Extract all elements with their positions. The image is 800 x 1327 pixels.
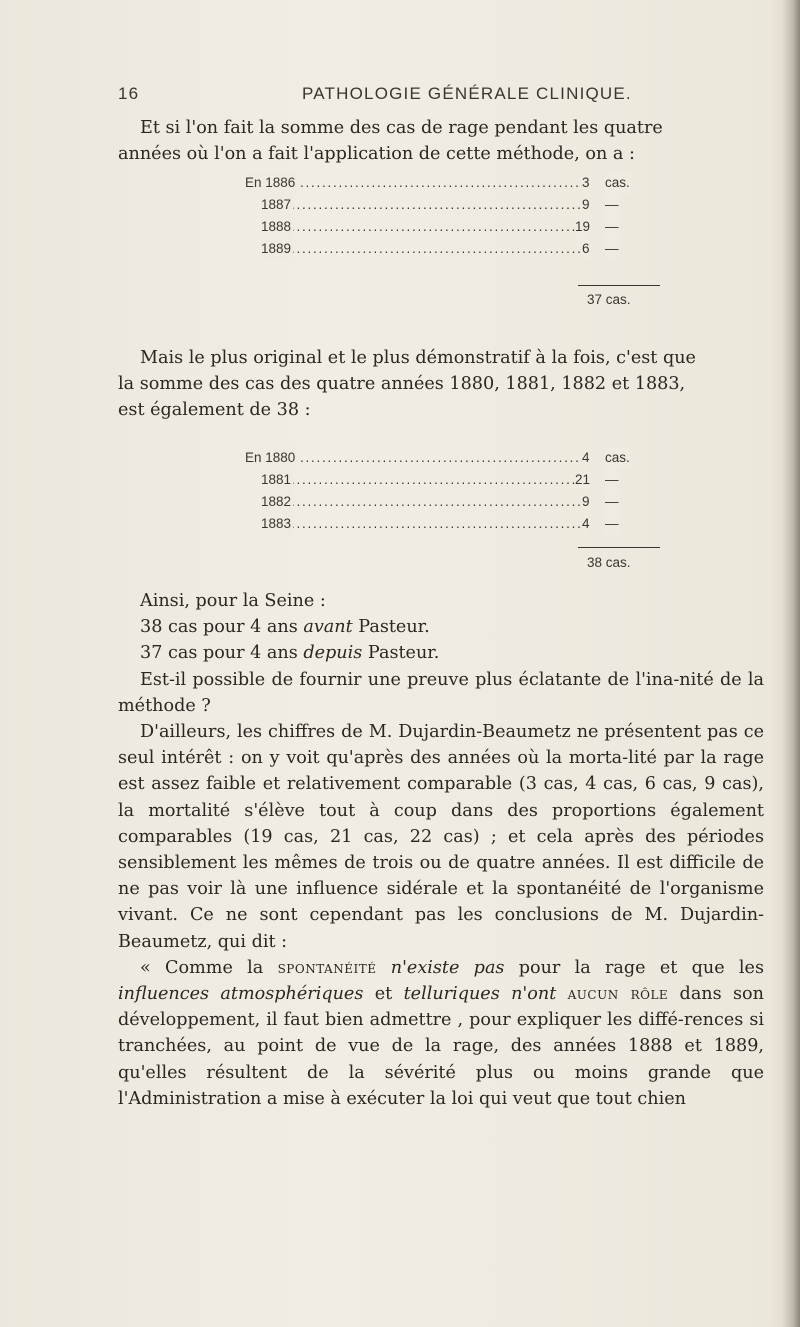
year-label: En 1880	[245, 447, 297, 469]
cases-table-1886-1889	[245, 172, 657, 307]
case-count: 19	[575, 216, 590, 238]
table-row	[245, 469, 657, 491]
case-unit: cas.	[605, 447, 630, 469]
table-row	[245, 491, 657, 513]
case-count: 3	[582, 172, 590, 194]
year-label: 1887	[261, 194, 293, 216]
table-row	[245, 172, 657, 194]
intro-line-1: Et si l'on fait la somme des cas de rage pendant les quatre	[140, 118, 663, 138]
seine-line-3: 37 cas pour 4 ans depuis Pasteur.	[140, 643, 440, 664]
table-row	[245, 194, 657, 216]
case-count: 4	[582, 447, 590, 469]
question-paragraph: Est-il possible de fournir une preuve plus éclatante de l'ina-nité de la méthode ?	[118, 669, 764, 716]
case-unit: cas.	[605, 172, 630, 194]
year-label: 1883	[261, 513, 293, 535]
case-unit: —	[605, 469, 619, 491]
table-total: 37 cas.	[587, 292, 631, 307]
original-line-1: Mais le plus original et le plus démonstratif à la fois, c'est que	[140, 348, 696, 368]
quote-paragraph: « Comme la spontanéité n'existe pas pour la rage et que les influences atmosphériques et telluriques n'ont aucun rôle dans son développement, il faut bien admettre , pour expliquer les diffé-rences si tranchées, au point de vue de la rage, des années 1888 et 1889, qu'elles résultent de la sévérité plus ou moins grande que l'Administration a mise à exécuter la loi qui veut que tout chien	[118, 957, 764, 1109]
case-unit: —	[605, 194, 619, 216]
sum-rule	[578, 547, 660, 548]
original-line-3: est également de 38 :	[118, 400, 311, 421]
case-count: 4	[582, 513, 590, 535]
table-row	[245, 447, 657, 469]
year-label: 1888	[261, 216, 293, 238]
seine-line-2: 38 cas pour 4 ans avant Pasteur.	[140, 617, 430, 638]
case-count: 6	[582, 238, 590, 260]
case-count: 21	[575, 469, 590, 491]
page-number: 16	[118, 84, 140, 103]
page-edge-shadow	[782, 0, 800, 1327]
table-total: 38 cas.	[587, 555, 631, 570]
year-label: En 1886	[245, 172, 297, 194]
intro-line-2: années où l'on a fait l'application de cette méthode, on a :	[118, 144, 635, 165]
year-label: 1881	[261, 469, 293, 491]
paragraph-original	[118, 345, 764, 424]
case-count: 9	[582, 194, 590, 216]
cases-table-1880-1883	[245, 447, 657, 570]
sum-rule	[578, 285, 660, 286]
year-label: 1889	[261, 238, 293, 260]
table-row	[245, 513, 657, 535]
case-count: 9	[582, 491, 590, 513]
case-unit: —	[605, 491, 619, 513]
table-row	[245, 216, 657, 238]
seine-line-1: Ainsi, pour la Seine :	[140, 591, 326, 611]
dujardin-paragraph: D'ailleurs, les chiffres de M. Dujardin-Beaumetz ne présentent pas ce seul intérêt : on y voit qu'après des années où la morta-lité par la rage est assez faible et relativement comparable (3 cas, 4 cas, 6 cas, 9 cas), la mortalité s'élève tout à coup dans des proportions également comparables (19 cas, 21 cas, 22 cas) ; et cela après des périodes sensiblement les mêmes de trois ou de quatre années. Il est difficile de ne pas voir là une influence sidérale et la spontanéité de l'organisme vivant. Ce ne sont cependant pas les conclusions de M. Dujardin-Beaumetz, qui dit :	[118, 722, 764, 952]
paragraph-intro	[118, 115, 764, 167]
case-unit: —	[605, 216, 619, 238]
year-label: 1882	[261, 491, 293, 513]
original-line-2: la somme des cas des quatre années 1880, 1881, 1882 et 1883,	[118, 374, 686, 395]
running-title: PATHOLOGIE GÉNÉRALE CLINIQUE.	[302, 84, 632, 103]
case-unit: —	[605, 513, 619, 535]
table-row	[245, 238, 657, 260]
paragraph-seine	[118, 588, 764, 1112]
case-unit: —	[605, 238, 619, 260]
